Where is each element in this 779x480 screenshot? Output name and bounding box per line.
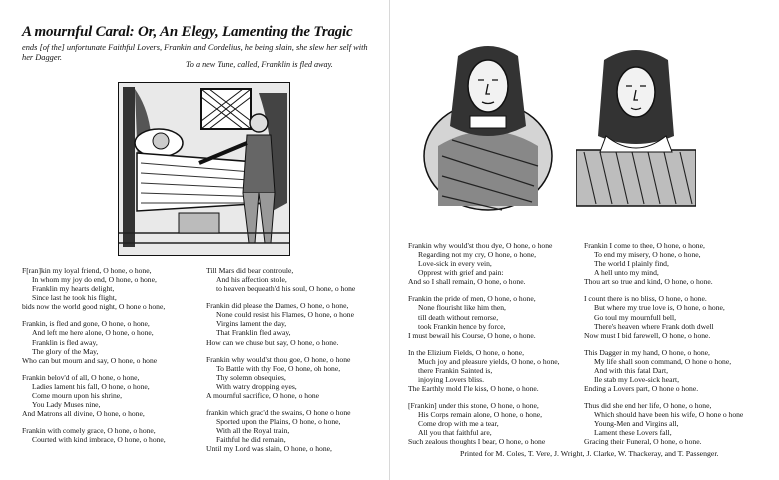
left-column-2 (206, 266, 384, 462)
verse-line: Young-Men and Virgins all, (594, 419, 679, 429)
verse-line: And so I shall remain, O hone, o hone. (408, 277, 526, 287)
right-column-1 (408, 241, 586, 455)
verse-line: A mournful sacrifice, O hone, o hone (206, 390, 320, 400)
verse-line: Frankin belov'd of all, O hone, o hone, (22, 372, 140, 382)
verse-line: With watry dropping eyes, (216, 381, 297, 391)
verse-line: None flourisht like him then, (418, 303, 506, 313)
verse-line: Virgins lament the day, (216, 319, 287, 329)
verse-line: took Frankin hence by force, (418, 321, 506, 331)
verse-line: Frankin why would'st thou dye, O hone, o hone (408, 241, 553, 250)
verse-line: Thy solemn obsequies, (216, 372, 286, 382)
verse-line: Frankin did please the Dames, O hone, o hone, (206, 301, 349, 311)
verse-line: Since last he took his flight, (32, 293, 117, 303)
verse-line: Gracing their Funeral, O hone, o hone. (584, 437, 702, 447)
verse-line: There's heaven where Frank doth dwell (594, 321, 714, 331)
stanza (22, 319, 200, 364)
verse-line: Regarding not my cry, O hone, o hone, (418, 250, 537, 260)
verse-line: Sported upon the Plains, O hone, o hone, (216, 417, 341, 427)
verse-line: Such zealous thoughts I bear, O hone, o hone (408, 437, 546, 447)
verse-line: Lament these Lovers fall, (594, 428, 672, 438)
stanza (206, 301, 384, 346)
printer-imprint: Printed for M. Coles, T. Vere, J. Wright, J. Clarke, W. Thackeray, and T. Passenger. (460, 449, 719, 458)
stanza (584, 294, 770, 339)
verse-line: The Earthly mold I'le kiss, O hone, o hone. (408, 384, 539, 394)
verse-line: The world I plainly find, (594, 259, 669, 269)
verse-line: Frankin, is fled and gone, O hone, o hone, (22, 319, 150, 329)
verse-line: till death without remorse, (418, 312, 499, 322)
verse-line: The glory of the May, (32, 346, 99, 356)
verse-line: Courted with kind imbrace, O hone, o hone, (32, 435, 166, 445)
verse-line: Which should have been his wife, O hone o hone (594, 410, 744, 420)
verse-line: I count there is no bliss, O hone, o hone. (584, 294, 707, 304)
stanza (22, 426, 200, 444)
verse-line: to heaven bequeath'd his soul, O hone, o hone (216, 284, 356, 294)
verse-line: Who can but mourn and say, O hone, o hone (22, 355, 158, 365)
verse-line: But where my true love is, O hone, o hone, (594, 303, 725, 313)
verse-line: And with this fatal Dart, (594, 365, 669, 375)
woodcut-deathbed-scene (118, 82, 290, 256)
verse-line: A hell unto my mind, (594, 268, 659, 278)
verse-line: In whom my joy do end, O hone, o hone, (32, 275, 157, 285)
verse-line: Much joy and pleasure yields, O hone, o hone, (418, 356, 560, 366)
verse-line: None could resist his Flames, O hone, o hone (216, 310, 354, 320)
verse-line: Franklin my hearts delight, (32, 284, 115, 294)
verse-line: His Corps remain alone, O hone, o hone, (418, 410, 543, 420)
ballad-subtitle: ends [of the] unfortunate Faithful Lovers, Frankin and Cordelius, he being slain, she slew her self with her Dagger. (22, 43, 368, 62)
stanza (584, 348, 770, 393)
verse-line: To Battle with thy Foe, O hone, oh hone, (216, 363, 341, 373)
tune-note: To a new Tune, called, Franklin is fled away. (186, 60, 333, 69)
stanza (206, 266, 384, 293)
verse-line: My life shall soon command, O hone o hone, (594, 356, 732, 366)
verse-line: And left me here alone, O hone, o hone, (32, 328, 154, 338)
stanza (22, 266, 200, 311)
verse-line: Faithful he did remain, (216, 435, 286, 445)
verse-line: bids now the world good night, O hone o hone, (22, 302, 166, 312)
verse-line: That Franklin fled away, (216, 328, 291, 338)
verse-line: F[ran]kin my loyal friend, O hone, o hone, (22, 266, 152, 275)
verse-line: Ladies lament his fall, O hone, o hone, (32, 381, 150, 391)
stanza (206, 408, 384, 453)
verse-line: Love-sick in every vein, (418, 259, 492, 269)
stanza (408, 401, 586, 446)
left-column-1 (22, 266, 200, 453)
verse-line: Franklin is fled away, (32, 337, 98, 347)
verse-line: Until my Lord was slain, O hone, o hone, (206, 444, 332, 454)
verse-line: Thus did she end her life, O hone, o hone, (584, 401, 712, 411)
stanza (584, 241, 770, 286)
verse-line: Frankin I come to thee, O hone, o hone, (584, 241, 705, 250)
verse-line: Ending a Lovers part, O hone o hone. (584, 384, 699, 394)
right-column-2 (584, 241, 770, 455)
verse-line: You Lady Muses nine, (32, 399, 101, 409)
verse-line: This Dagger in my hand, O hone, o hone, (584, 347, 710, 357)
stanza (22, 373, 200, 418)
verse-line: And Matrons all divine, O hone, o hone, (22, 409, 145, 419)
verse-line: To end my misery, O hone, o hone, (594, 250, 701, 260)
verse-line: Frankin the pride of men, O hone, o hone, (408, 294, 536, 304)
verse-line: Frankin why would'st thou goe, O hone, o hone (206, 354, 351, 364)
verse-line: frankin which grac'd the swains, O hone o hone (206, 408, 351, 418)
verse-line: I must bewail his Course, O hone, o hone. (408, 330, 536, 340)
verse-line: How can we chuse but say, O hone, o hone. (206, 337, 339, 347)
verse-line: Thou art so true and kind, O hone, o hone. (584, 277, 713, 287)
verse-line: Ile stab my Love-sick heart, (594, 374, 679, 384)
verse-line: injoying Lovers bliss. (418, 374, 485, 384)
verse-line: In the Elizium Fields, O hone, o hone, (408, 347, 524, 357)
stanza (408, 241, 586, 286)
verse-line: Come drop with me a tear, (418, 419, 499, 429)
woodcut-portrait-woman (576, 40, 696, 210)
stanza (408, 348, 586, 393)
verse-line: Frankin with comely grace, O hone, o hone, (22, 426, 156, 436)
verse-line: [Frankin] under this stone, O hone, o hone, (408, 401, 539, 411)
stanza (206, 355, 384, 400)
verse-line: Go toul my mournfull bell, (594, 312, 677, 322)
verse-line: And his affection stole, (216, 275, 287, 285)
woodcut-portrait-man (422, 36, 554, 212)
verse-line: Till Mars did bear controule, (206, 266, 294, 275)
verse-line: Opprest with grief and pain: (418, 268, 504, 278)
verse-line: All you that faithful are, (418, 428, 492, 438)
verse-line: there Frankin Sainted is, (418, 365, 493, 375)
stanza (584, 401, 770, 446)
stanza (408, 294, 586, 339)
ballad-title: A mournful Caral: Or, An Elegy, Lamenting the Tragic (22, 24, 353, 40)
verse-line: Now must I bid farewell, O hone, o hone. (584, 330, 711, 340)
right-page (390, 0, 779, 480)
verse-line: Come mourn upon his shrine, (32, 390, 123, 400)
verse-line: With all the Royal train, (216, 426, 290, 436)
